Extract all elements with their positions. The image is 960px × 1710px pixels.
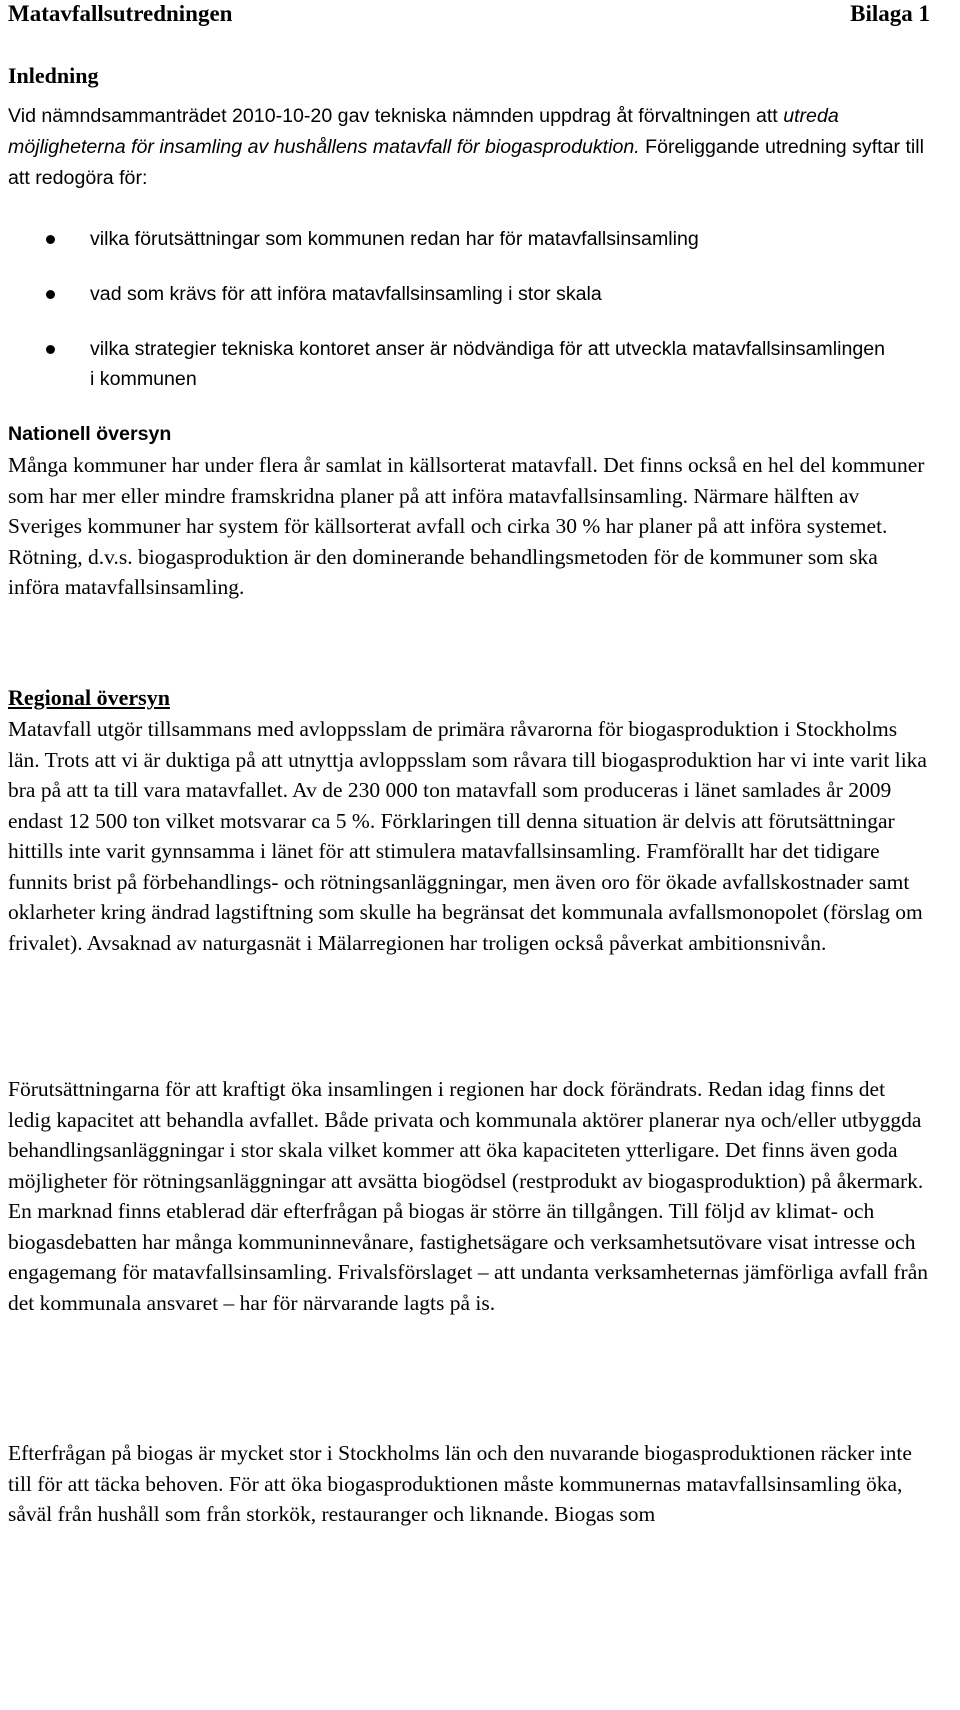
bullet-icon <box>46 345 55 354</box>
heading-nationell: Nationell översyn <box>8 423 172 445</box>
bullet-icon <box>46 290 55 299</box>
bullet-text: vilka förutsättningar som kommunen redan har för matavfallsinsamling <box>90 228 699 250</box>
regional-paragraph-2: Förutsättningarna för att kraftigt öka insamlingen i regionen har dock förändrats. Redan idag finns det ledig kapacitet att behandla avfallet. Både privata och kommunala aktörer planerar nya och/eller utbyggda behandlingsanläggningar i stor skala vilket kommer att öka kapaciteten ytterligare. Det finns även goda möjligheter för rötningsanläggningar att avsätta biogödsel (restprodukt av biogasproduktion) på åkermark. En marknad finns etablerad där efterfrågan på biogas är större än tillgången. Till följd av klimat- och biogasdebatten har många kommuninnevånare, fastighetsägare och verksamhetsutövare visat intresse och engagemang för matavfallsinsamling. Frivalsförslaget – att undanta verksamheternas jämförliga avfall från det kommunala ansvaret – har för närvarande lagts på is. <box>8 1077 928 1315</box>
nationell-paragraph: Många kommuner har under flera år samlat in källsorterat matavfall. Det finns också en hel del kommuner som har mer eller mindre framskridna planer på att införa matavfallsinsamling. Närmare hälften av Sveriges kommuner har system för källsorterat avfall och cirka 30 % har planer på att införa systemet. Rötning, d.v.s. biogasproduktion är den dominerande behandlingsmetoden för de kommuner som ska införa matavfallsinsamling. <box>8 453 925 599</box>
intro-text-italic: utreda möjligheterna för insamling av hushållens matavfall för biogasproduktion. <box>8 105 839 158</box>
heading-inledning: Inledning <box>8 63 99 88</box>
bullet-text: vilka strategier tekniska kontoret anser är nödvändiga för att utveckla matavfallsinsamlingen i kommunen <box>90 338 886 390</box>
intro-paragraph <box>8 101 928 194</box>
intro-text-end: Föreliggande utredning syftar till att redogöra för: <box>8 136 924 189</box>
bullet-text: vad som krävs för att införa matavfallsinsamling i stor skala <box>90 283 602 305</box>
regional-paragraph-1: Matavfall utgör tillsammans med avloppsslam de primära råvarorna för biogasproduktion i Stockholms län. Trots att vi är duktiga på att utnyttja avloppsslam som råvara till biogasproduktion har vi inte varit lika bra på att ta till vara matavfallet. Av de 230 000 ton matavfall som produceras i länet samlades år 2009 endast 12 500 ton vilket motsvarar ca 5 %. Förklaringen till denna situation är delvis att förutsättningar hittills inte varit gynnsamma i länet för att stimulera matavfallsinsamling. Framförallt har det tidigare funnits brist på förbehandlings- och rötningsanläggningar, men även oro för ökade avfallskostnader samt oklarheter kring ändrad lagstiftning som skulle ha begränsat det kommunala avfallsmonopolet (förslag om frivalet). Avsaknad av naturgasnät i Mälarregionen har troligen också påverkat ambitionsnivån. <box>8 717 927 955</box>
bullet-item <box>8 279 948 309</box>
regional-paragraph-3: Efterfrågan på biogas är mycket stor i Stockholms län och den nuvarande biogasproduktionen räcker inte till för att täcka behoven. För att öka biogasproduktionen måste kommunernas matavfallsinsamling öka, såväl från hushåll som från storkök, restauranger och liknande. Biogas som <box>8 1441 912 1526</box>
intro-bullet-list <box>8 224 948 394</box>
page-header <box>8 0 948 30</box>
heading-regional: Regional översyn <box>8 685 170 710</box>
document-title: Matavfallsutredningen <box>8 1 233 26</box>
appendix-label: Bilaga 1 <box>850 1 930 26</box>
bullet-icon <box>46 235 55 244</box>
bullet-item <box>8 224 948 254</box>
intro-text-start: Vid nämndsammanträdet 2010-10-20 gav tekniska nämnden uppdrag åt förvaltningen att <box>8 105 784 127</box>
bullet-item <box>8 334 890 394</box>
